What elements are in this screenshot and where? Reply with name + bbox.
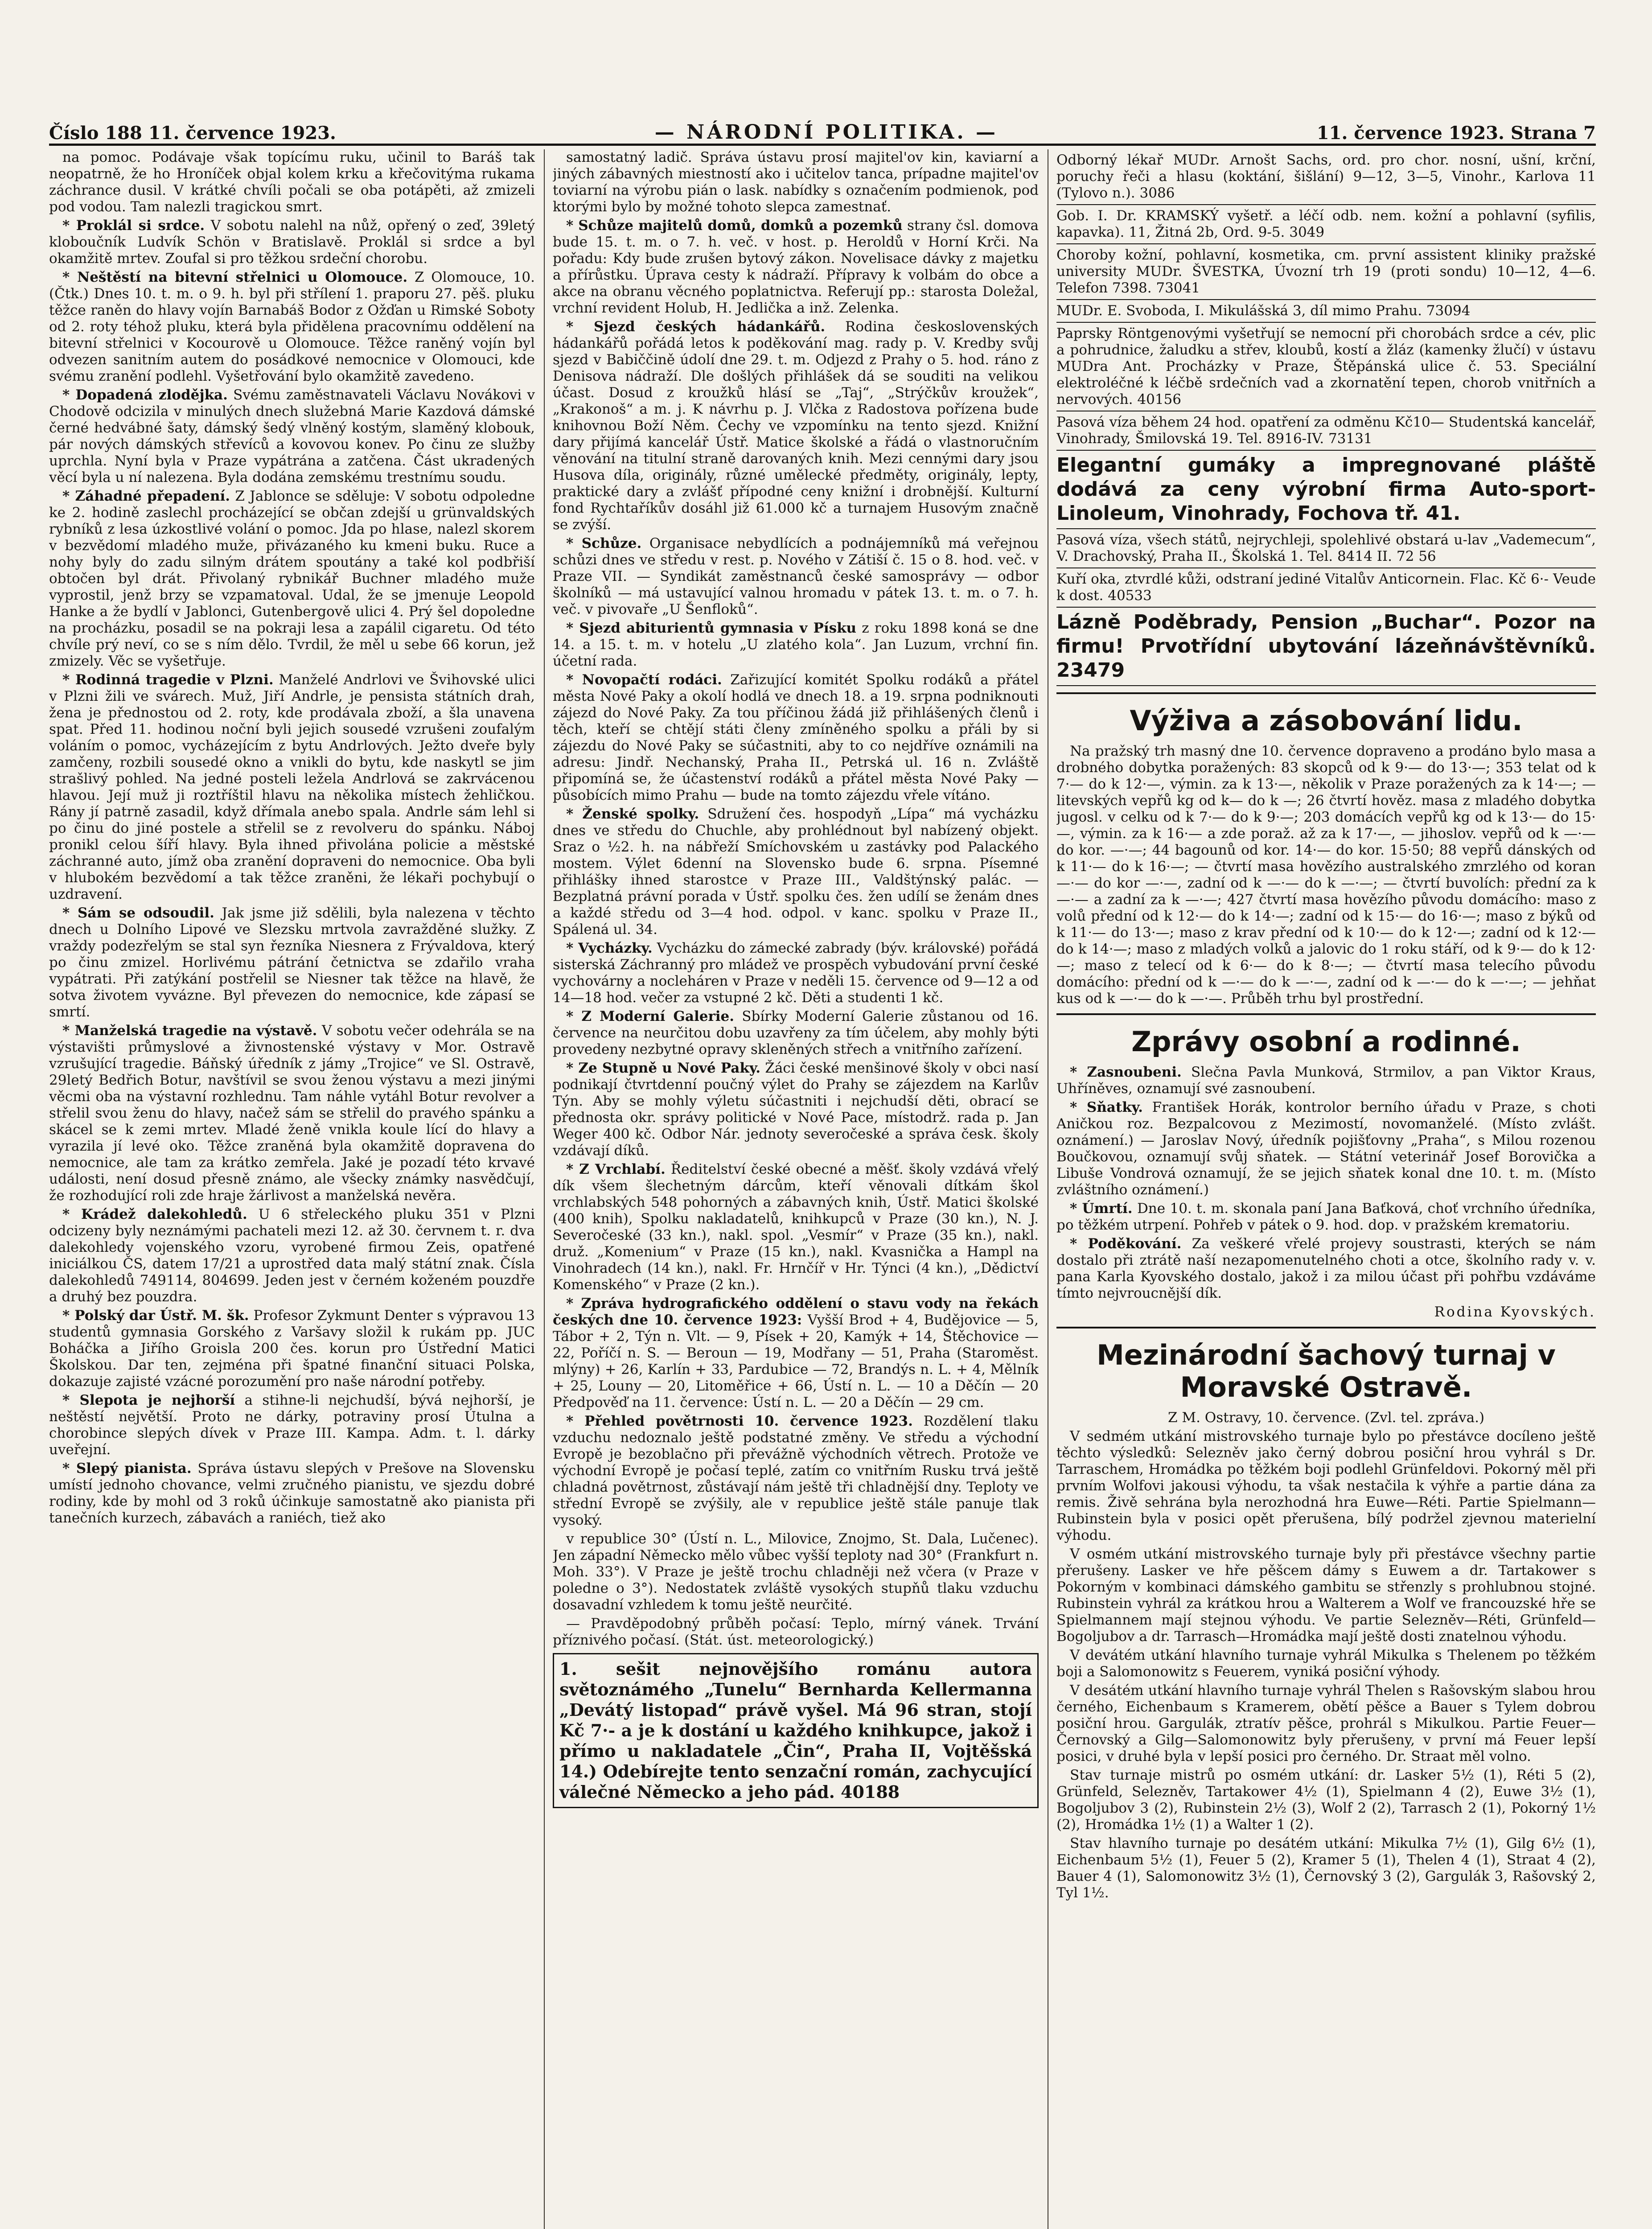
article-text: Zařizující komitét Spolku rodáků a přátel města Nové Paky a okolí hodlá ve dnech 18. a 19. srpna podniknouti zájezd do Nové Paky. Za tou příčinou žádá již přihlášených členů i těch, kteří se chtějí státi členy zmíněného spolku a přáli by si zájezdu do Nové Paky se súčastniti, aby to co nejdříve oznámili na adresu: Jindř. Nechanský, Praha II., Petrská ul. 16 n. Zvláště připomíná se, že účastenství rodáků a přátel města Nové Paky — působících mimo Prahu — bude na tomto zájezdu vřele vítáno. <box>553 672 1039 803</box>
article-text: Profesor Zykmunt Denter s výpravou 13 studentů gymnasia Gorského z Varšavy složil k rukám pp. JUC Boháčka a Jiřího Groisla 200 čes. korun pro Ústřední Matici Školskou. Dar ten, zejména při špatné finanční situaci Polska, dokazuje zajisté vzácné porozumění pro naše národní potřeby. <box>49 1308 535 1390</box>
article-paragraph <box>49 1023 535 1204</box>
article-paragraph <box>1056 1099 1596 1198</box>
signature: Rodina Kyovských. <box>1434 1304 1596 1320</box>
article-text: V sobotu večer odehrála se na výstavišti průmyslové a živnostenské výstavy v Mor. Ostravě vzrušující tragedie. Báňský úředník z jámy „Trojice“ ve Sl. Ostravě, 29letý Bedřich Botur, navštívil se svou ženou výstavu a mezi jinými věcmi oba na výstavní rozhlednu. Tam náhle vytáhl Botur revolver a střelil svou ženu do hlavy, načež sám se střelil do pravého spánku a skácel se k zemi mrtev. Mladé ženě vnikla koule lící do hlavy a vyrazila jí levé oko. Těžce zraněná byla okamžitě dopravena do nemocnice, ale tam za krátko zemřela. Jaké je pozadí této krvavé události, není dosud přesně známo, ale všecky známky nasvědčují, že rozhodující roli zde hraje žárlivost a manželská nevěra. <box>49 1023 535 1204</box>
header-masthead: — NÁRODNÍ POLITIKA. — <box>654 121 999 144</box>
chess-paragraph: V devátém utkání hlavního turnaje vyhrál Mikulka s Thelenem po těžkém boji a Salomonowitz s Feuerem, vyniká posiční výhody. <box>1056 1647 1596 1680</box>
chess-paragraph: Stav hlavního turnaje po desátém utkání: Mikulka 7½ (1), Gilg 6½ (1), Eichenbaum 5½ (1), Feuer 5 (2), Kramer 5 (1), Thelen 4 (1), Straat 4 (2), Bauer 4 (1), Salomonowitz 3½ (1), Černovský 3 (2), Gargulák 3, Rašovský 2, Tyl 1½. <box>1056 1835 1596 1901</box>
classified-ad: Odborný lékař MUDr. Arnošt Sachs, ord. pro chor. nosní, ušní, krční, poruchy řeči a hlasu (koktání, šišlání) 9—12, 3—5, Vinohr., Karlova 11 (Tylovo n.). 3086 <box>1056 149 1596 205</box>
article-paragraph <box>49 1206 535 1305</box>
classified-ad: Gob. I. Dr. KRAMSKÝ vyšetř. a léčí odb. nem. kožní a pohlavní (syfilis, kapavka). 11, Žitná 2b, Ord. 9-5. 3049 <box>1056 205 1596 244</box>
article-paragraph <box>553 535 1039 618</box>
article-text: — Pravděpodobný průběh počasí: Teplo, mírný vánek. Trvání příznivého počasí. (Stát. úst. meteorologický.) <box>553 1616 1039 1648</box>
article-paragraph <box>49 1460 535 1526</box>
article-text: Rodina československých hádankářů pořádá letos k poděkování mag. rady p. V. Kredby svůj sjezd v Babiččině údolí dne 29. t. m. Odjezd z Prahy o 5. hod. ráno z Denisova nádraží. Dle došlých přihlášek dá se souditi na velikou účast. Dosud z kroužků hlásí se „Taj“, „Strýčkův kroužek“, „Krakonoš“ a m. j. K návrhu p. J. Vlčka z Radostova pořízena bude knihovnou Boží Něm. Čechy ve vzpomínku na tento sjezd. Knižní dary přijímá kancelář Ústř. Matice školské a řádá o vlastnoručním věnování na titulní straně darovaných knih. Mezi cennými dary jsou Husova díla, originály, různé umělecké předměty, originály, lepty, praktické dary a zvlášť přípodné ceny knižní i drobnější. Kulturní fond Rychtaříkův dosáhl již 61.000 kč a turnajem Husovým značně se zvýší. <box>553 319 1039 533</box>
article-heading: * Sjezd abiturientů gymnasia v Písku <box>566 620 857 636</box>
article-text: Za veškeré vřelé projevy soustrasti, kterých se nám dostalo při ztrátě naší nezapomenutelného choti a otce, školního rady v. v. pana Karla Kyovského dostalo, jakož i za milou účast při pohřbu vzdáváme tímto nejvroucnější dík. <box>1056 1236 1596 1301</box>
sachy-block <box>1056 1428 1596 1901</box>
article-heading: * Polský dar Ústř. M. šk. <box>62 1308 249 1324</box>
article-text: Dne 10. t. m. skonala paní Jana Baťková, choť vrchního úředníka, po těžkém utrpení. Pohřeb v pátek o 9. hod. dop. v pražském krematoriu. <box>1056 1201 1596 1233</box>
article-heading: * Sám se odsoudil. <box>62 905 214 921</box>
article-text: strany čsl. domova bude 15. t. m. o 7. h. več. v host. p. Heroldů v Horní Krči. Na pořadu: Kdy bude zrušen bytový zákon. Novelisace dávky z majetku a přírůstku. Úprava cesty k nádraží. Přípravy k volbám do obce a akce na obranu věcného poplatnictva. Referují pp.: starosta Doležal, vrchní revident Holub, H. Jedlička a inž. Zelenka. <box>553 218 1039 316</box>
article-text: Sbírky Moderní Galerie zůstanou od 16. července na neurčitou dobu uzavřeny za tím účelem, aby mohly býti provedeny nezbytné opravy skleněných střech a vnitřního zařízení. <box>553 1008 1039 1057</box>
ad-box: 1. sešit nejnovějšího románu autora světoznámého „Tunelu“ Bernharda Kellermanna „Devátý listopad“ právě vyšel. Má 96 stran, stojí Kč 7·- a je k dostání u každého knihkupce, jakož i přímo u nakladatele „Čin“, Praha II, Vojtěšská 14.) Odebírejte tento senzační román, zachycující válečné Německo a jeho pád. 40188 <box>553 1653 1039 1808</box>
article-paragraph <box>553 940 1039 1006</box>
article-paragraph <box>49 149 535 215</box>
header-issue: Číslo 188 11. července 1923. <box>49 123 336 144</box>
article-heading: * Úmrtí. <box>1070 1201 1133 1217</box>
article-text: Manželé Andrlovi ve Švihovské ulici v Plzni žili ve svárech. Muž, Jiří Andrle, je pensista státních drah, žena je přednostou od 2. roty, kde prodávala zboží, a šla unavena spat. Před 11. hodinou noční byli jejich sousedé vzrušeni zoufalým voláním o pomoc, vycházejícím z bytu Andrlových. Ježto dveře byly zamčeny, rozbili sousedé okno a vnikli do bytu, kde naskytl se jim strašlivý pohled. Na jedné posteli ležela Andrlová se zakrvácenou hlavou. Její muž ji roztříštil hlavu na několika místech žehličkou. Rány jí patrně zasadil, když dřímala anebo spala. Andrle sám lehl si po činu do jiné postele a střelil se z revolveru do spánku. Náboj pronikl celou šíří hlavy. Byla ihned přivolána policie a městské záchranné auto, jímž oba zranění dopraveni do nemocnice. Oba byli v hlubokém bezvědomí a tak těžce zraněni, že lékaři pochybují o uzdravení. <box>49 672 535 902</box>
article-text: Ředitelství české obecné a měšť. školy vzdává vřelý dík všem šlechetným dárcům, kteří věnovali dítkám škol vrchlabských 548 pohorných a zábavných knih, Ústř. Matici školské (400 knih), Spolku nakladatelů, knihkupců v Praze (30 kn.), N. J. Severočeské (33 kn.), nakl. spol. „Vesmír“ v Praze (35 kn.), nakl. druž. „Komenium“ v Praze (15 kn.), nakl. Kvasnička a Hampl na Vinohradech (14 kn.), nakl. Fr. Hrnčíř v Hr. Týnci (4 kn.), „Dědictví Komenského“ v Praze (2 kn.). <box>553 1161 1039 1293</box>
article-heading: * Slepý pianista. <box>62 1460 192 1476</box>
article-text: V sobotu nalehl na nůž, opřený o zeď, 39letý kloboučník Ludvík Schön v Bratislavě. Proklál si srdce a byl okamžitě mrtev. Zoufal si pro těžkou srdeční chorobu. <box>49 218 535 267</box>
article-paragraph <box>553 1161 1039 1293</box>
ads-block <box>1056 149 1596 686</box>
article-text: Slečna Pavla Munková, Strmilov, a pan Viktor Kraus, Uhříněves, oznamují své zasnoubení. <box>1056 1064 1596 1097</box>
section-rule <box>1056 1327 1596 1328</box>
article-heading: * Ženské spolky. <box>566 806 699 822</box>
article-paragraph <box>1056 1064 1596 1097</box>
article-heading: * Proklál si srdce. <box>62 218 205 234</box>
article-heading: * Zpráva hydrografického oddělení o stavu vody na řekách českých dne 10. července 1923: <box>553 1295 1039 1328</box>
article-paragraph <box>553 672 1039 804</box>
classified-ad: Elegantní gumáky a impregnované pláště dodává za ceny výrobní firma Auto-sport-Linoleum, Vinohrady, Fochova tř. 41. <box>1056 451 1596 529</box>
vyziva-text: Na pražský trh masný dne 10. července dopraveno a prodáno bylo masa a drobného dobytka poražených: 83 skopců od k 9·— do 13·—; 353 telat od k 7·— do k 12·—, výmin. za k 13·—, několik v Praze poražených za k 14·—; — litevských vepřů kg od k— do k —; 26 čtvrtí hověz. masa z mladého dobytka jugosl. v celku od k 7·— do k 9·—; 203 domácích vepřů kg od k 13·— do 15·—, výmin. za k 16·— a zde poraž. až za k 17·—, — jihoslov. vepřů od k —·— do kor. —·—; 44 bagounů od kor. 14·— do kor. 15·50; 88 vepřů dánských od k 11·— do k 16·—; — čtvrtí masa hovězího australského zmrzlého od koran —·— do kor —·—, zadní od k —·— do k —·—; — čtvrtí buvolích: přední za k —·— a zadní za k —·—; 427 čtvrtí masa hovězího původu domácího: maso z volů přední od k 12·— do k 14·—; zadní od k 15·— do 16·—; maso z býků od k 11·— do 13·—; maso z krav přední od k 10·— do k 12·—; zadní od k 12·— do k 14·—; maso z mladých volků a jalovic do 1 roku stáří, od k 9·— do k 12·—; maso z telecí od k 6·— do k 8·—; — čtvrtí masa telecího původu domácího: přední od k —·— do k —·—, zadní od k —·— do k —·—; — jehňat kus od k —·— do k —·—. Průběh trhu byl prostřední. <box>1056 743 1596 1007</box>
article-text: v republice 30° (Ústí n. L., Milovice, Znojmo, St. Dala, Lučenec). Jen západní Německo mělo vůbec vyšší teploty nad 30° (Frankfurt n. Moh. 33°). V Praze je ještě trochu chladněji než včera (v Praze v poledne o 3°). Nedostatek zvláště vysokých stupňů tlaku vzduchu dosavadní vzhledem k tomu ještě neurčité. <box>553 1531 1039 1613</box>
article-heading: * Slepota je nejhorší <box>62 1392 235 1408</box>
section-rule <box>1056 692 1596 694</box>
article-paragraph <box>553 218 1039 317</box>
article-text: Vyšší Brod + 4, Budějovice — 5, Tábor + 2, Týn n. Vlt. — 9, Písek + 20, Kamýk + 14, Štěchovice — 22, Poříčí n. S. — Beroun — 19, Modřany — 51, Praha (Staroměst. mlýny) + 26, Karlín + 33, Pardubice — 72, Brandýs n. L. + 4, Mělník + 25, Louny — 20, Litoměřice + 66, Ústí n. L. — 10 a Děčín — 20 Předpověď na 11. července: Ústí n. L. — 20 a Děčín — 29 cm. <box>553 1312 1039 1411</box>
classified-ad: Paprsky Röntgenovými vyšetřují se nemocní při chorobách srdce a cév, plic a pohrudnice, žaludku a střev, kloubů, kostí a žláz (kamenky žlučí) v ústavu MUDra Ant. Procházky v Praze, Štěpánská ulice č. 53. Speciální elektroléčné k léčbě srdečních vad a zkornatění tepen, chorob vnitřních a nervových. 40156 <box>1056 323 1596 411</box>
article-paragraph <box>553 1295 1039 1411</box>
section-rule <box>1056 1013 1596 1015</box>
article-heading: * Záhadné přepadení. <box>62 488 230 504</box>
article-text: Svému zaměstnavateli Václavu Novákovi v Chodově odcizila v minulých dnech služebná Marie Kazdová dámské černé hedvábné šaty, dámský šedý vlněný kostým, slaměný klobouk, pár nových dámských střevíců a kovovou konev. Po činu ze služby uprchla. Nyní byla v Praze vypátrána a zatčena. Část ukradených věcí byla u ní nalezena. Byla dodána zemskému trestnímu soudu. <box>49 387 535 485</box>
column-2 <box>553 149 1039 2229</box>
classified-ad: Pasová víza, všech států, nejrychleji, spolehlivé obstará u-lav „Vademecum“, V. Drachovský, Praha II., Školská 1. Tel. 8414 II. 72 56 <box>1056 529 1596 568</box>
article-heading: * Přehled povětrnosti 10. července 1923. <box>566 1413 913 1429</box>
classified-ad: Choroby kožní, pohlavní, kosmetika, cm. první assistent kliniky pražské university MUDr. ŠVESTKA, Úvozní trh 19 (proti sondu) 10—12, 4—6. Telefon 7398. 73041 <box>1056 244 1596 300</box>
article-heading: * Manželská tragedie na výstavě. <box>62 1023 317 1039</box>
article-text: František Horák, kontrolor berního úřadu v Praze, s choti Aničkou roz. Bezpalcovou z Mezimostí, novomanželé. (Místo zvlášt. oznámení.) — Jaroslav Nový, úředník pojišťovny „Praha“, s Milou rozenou Boučkovou, oznamují svůj sňatek. — Státní veterinář Josef Borovička a Libuše Vondrová oznamují, že se jejich sňatek konal dne 10. t. m. (Místo zvláštního oznámení.) <box>1056 1099 1596 1198</box>
article-paragraph <box>553 806 1039 938</box>
chess-paragraph: V desátém utkání hlavního turnaje vyhrál Thelen s Rašovským slabou hrou černého, Eichenbaum s Kramerem, obětí pěšce a Bauer s Tylem dobrou posiční hrou. Gargulák, ztratív pěšce, prohrál s Mikulkou. Partie Feuer—Černovský a Gilg—Salomonowitz byly přerušeny, v první má Feuer lepší posici, v druhé byla v lepší posici pro černého. Dr. Straat měl volno. <box>1056 1682 1596 1764</box>
article-paragraph <box>49 269 535 385</box>
classified-ad: MUDr. E. Svoboda, I. Mikulášská 3, díl mimo Prahu. 73094 <box>1056 300 1596 323</box>
article-heading: * Poděkování. <box>1070 1236 1182 1252</box>
article-paragraph <box>49 387 535 486</box>
classified-ad: Kuří oka, ztvrdlé kůži, odstraní jediné Vitalův Anticornein. Flac. Kč 6·- Veude k dost. 40533 <box>1056 568 1596 608</box>
article-heading: * Neštěstí na bitevní střelnici u Olomouce. <box>62 269 408 285</box>
article-heading: * Novopačtí rodáci. <box>566 672 722 688</box>
article-text: U 6 střeleckého pluku 351 v Plzni odcizeny byly neznámými pachateli mezi 12. až 30. červnem t. r. dva dalekohledy vojenského vzoru, vyrobené firmou Zeis, opatřené iniciálkou ČS, datem 17/21 a uprostřed data malý státní znak. Čísla dalekohledů 749114, 804699. Jeden jest v černém koženém pouzdře a druhý bez pouzdra. <box>49 1206 535 1305</box>
article-text: a stihne-li nejchudší, bývá nejhorší, je neštěstí největší. Proto ne dárky, potraviny prosí Útulna a chorobince slepých dívek v Praze III. Kampa. Adm. t. l. dárky uveřejní. <box>49 1392 535 1458</box>
article-heading: * Dopadená zlodějka. <box>62 387 228 403</box>
article-text: Z Olomouce, 10. (Čtk.) Dnes 10. t. m. o 9. h. byl při střílení 1. praporu 27. pěš. pluku těžce raněn do hlavy vojín Barnabáš Bodor z Ožďan u Rimské Soboty od 2. roty téhož pluku, která byla přidělena pracovnímu oddělení na bitevní střelnici v Kocourově u Olomouce. Těžce raněný vojín byl odvezen sanitním autem do posádkové nemocnice v Olomouci, kde svému zranění podlehl. Vyšetřování bylo okamžitě zavedeno. <box>49 269 535 384</box>
article-text: Vycházku do zámecké zabrady (býv. královské) pořádá sisterská Záchranný pro mládež ve prospěch vybudování první české vychovárny a nocleháren v Praze v neděli 15. července od 9—12 a od 14—18 hod. večer za vstupné 2 kč. Děti a studenti 1 kč. <box>553 940 1039 1006</box>
article-paragraph <box>49 672 535 903</box>
article-text: Rozdělení tlaku vzduchu nedoznalo ještě podstatné změny. Ve středu a východní Evropě je bezoblačno při převážně východních větrech. Protože ve východní Evropě je počasí teplé, zatím co vnitřním Rusku trvá ještě chladná povětrnost, zůstávají nám ještě tři chladnější dny. Teploty ve střední Evropě se zvýšily, ale v republice ještě stále panuje tlak vysoký. <box>553 1413 1039 1528</box>
article-paragraph <box>49 1392 535 1458</box>
article-heading: * Schůze majitelů domů, domků a pozemků <box>566 218 903 234</box>
article-heading: * Vycházky. <box>566 940 653 956</box>
article-heading: * Sňatky. <box>1070 1099 1143 1115</box>
article-paragraph <box>1056 1236 1596 1302</box>
chess-paragraph: Stav turnaje mistrů po osmém utkání: dr. Lasker 5½ (1), Réti 5 (2), Grünfeld, Selezněv, Tartakower 4½ (1), Spielmann 4 (2), Euwe 3½ (1), Bogoljubov 3 (2), Rubinstein 2½ (3), Wolf 2 (2), Tarrasch 2 (1), Pokorný 1½ (2), Hromádka 1½ (1) a Walter 1 (2). <box>1056 1767 1596 1833</box>
column-3 <box>1056 149 1596 2229</box>
article-text: Žáci české menšinové školy v obci nasí podnikají čtvrtdenní poučný výlet do Prahy se zájezdem na Karlův Týn. Aby se mohly výletu súčastniti i nejchudší děti, obrací se přednosta okr. správy politické v Nové Pace, místodrž. rada p. Jan Weger 400 kč. Odbor Nár. jednoty severočeské a správa česk. školy vzdávají díků. <box>553 1060 1039 1159</box>
section-title-sachy: Mezinárodní šachový turnaj v Moravské Ostravě. <box>1097 1339 1556 1403</box>
article-text: na pomoc. Podávaje však topícímu ruku, učinil to Baráš tak neopatrně, že ho Hroníček objal kolem krku a křečovitýma rukama záchrance dusil. V krátké chvíli počali se oba potápěti, až zmizeli pod vodou. Tam nalezli tragickou smrt. <box>49 149 535 215</box>
column-1 <box>49 149 535 2229</box>
article-heading: * Z Vrchlabí. <box>566 1161 666 1177</box>
article-text: samostatný ladič. Správa ústavu prosí majitel'ov kin, kaviarní a jiných zábavných miestností ako i učitelov tanca, prípadne majitel'ov toviarní na výrobu pián o lask. nabídky s označením podmienok, pod ktorými bylo by možné tohoto slepca zamestnať. <box>553 149 1039 215</box>
article-paragraph <box>553 620 1039 670</box>
column-divider <box>544 149 545 2229</box>
article-paragraph <box>553 1531 1039 1613</box>
chess-paragraph: V sedmém utkání mistrovského turnaje bylo po přestávce docíleno ještě těchto výsledků: Selezněv jako černý dobrou posiční hrou vyhrál s Dr. Tarraschem, Hromádka po těžkém boji podlehl Grünfeldovi. Pokorný měl při prvním Wolfovi jakousi výhodu, ta však nestačila k výhře a partie dána za remis. Živě sehrána byla nerozhodná hra Euwe—Réti. Partie Spielmann—Rubinstein byla v posici opět přerušena, bílý podržel zjevnou materielní výhodu. <box>1056 1428 1596 1543</box>
article-paragraph <box>553 1060 1039 1159</box>
page-header <box>49 117 1596 146</box>
article-paragraph <box>553 149 1039 215</box>
article-paragraph <box>1056 1201 1596 1234</box>
header-page-number: 11. července 1923. Strana 7 <box>1316 123 1596 144</box>
chess-paragraph: V osmém utkání mistrovského turnaje byly při přestávce všechny partie přerušeny. Lasker ve hře pěšcem dámy s Euwem a dr. Tartakower s Pokorným v kombinaci dámského gambitu se střenzly s prohlubnou stojné. Rubinstein vyhrál za krátkou hrou a Walterem a Wolf ve francouzské hře se Spielmannem mají stejnou výhodu. Ve partie Selezněv—Réti, Grünfeld—Bogoljubov a dr. Tarrasch—Hromádka mají ještě dosti znatelnou výhodu. <box>1056 1546 1596 1645</box>
article-heading: * Rodinná tragedie v Plzni. <box>62 672 274 688</box>
article-text: z roku 1898 koná se dne 14. a 15. t. m. v hotelu „U zlatého kola“. Jan Luzum, vrchní fin. účetní rada. <box>553 620 1039 669</box>
article-paragraph <box>553 1616 1039 1649</box>
article-paragraph <box>553 1413 1039 1529</box>
article-heading: * Zasnoubeni. <box>1070 1064 1182 1080</box>
classified-ad: Lázně Poděbrady, Pension „Buchar“. Pozor na firmu! Prvotřídní ubytování lázeňnávštěvníků. 23479 <box>1056 608 1596 686</box>
article-paragraph <box>49 218 535 267</box>
article-text: Z Jablonce se sděluje: V sobotu odpoledne ke 2. hodině zaslechl procházející se občan zdejší u grünvaldských rybníků z lesa úzkostlivé volání o pomoc. Jda po hlase, nalezl skorem v bezvědomí mladého muže, přivázaného ku kmeni buku. Ruce a nohy byly do zadu silným drátem spoutány a také kol podbřiší obtočen byl drát. Přivolaný rybnikář Buchner mladého muže vyprostil, jenž brzy se vzpamatoval. Udal, že se jmenuje Leopold Hanke a že bydlí v Jablonci, Gutenbergově ulici 4. Prý šel dopoledne na procházku, posadil se na pokraji lesa a zapálil cigaretu. Od této chvíle prý neví, co se s ním dělo. Tvrdil, že měl u sebe 66 korun, jež zmizely. Věc se vyšetřuje. <box>49 488 535 669</box>
article-heading: * Krádež dalekohledů. <box>62 1206 247 1222</box>
section-title-zpravy: Zprávy osobní a rodinné. <box>1131 1025 1521 1058</box>
article-heading: * Schůze. <box>566 535 642 551</box>
article-heading: * Z Moderní Galerie. <box>566 1008 735 1024</box>
article-paragraph <box>49 488 535 670</box>
classified-ad: Pasová víza během 24 hod. opatření za odměnu Kč10— Studentská kancelář, Vinohrady, Šmilovská 19. Tel. 8916-IV. 73131 <box>1056 411 1596 451</box>
article-text: Sdružení čes. hospodyň „Lípa“ má vycházku dnes ve středu do Chuchle, aby prohlédnout byl nabízený objekt. Sraz o ½2. h. na nábřeží Smíchovském u zastávky pod Palackého mostem. Výlet 6denní na Slovensko bude 6. srpna. Písemné přihlášky ihned starostce v Praze III., Valdštýnský palác. — Bezplatná právní porada v Ústř. spolku čes. žen udílí se ženám dnes a každé středu od 3—4 hod. odpol. v kanc. spolku v Praze II., Spálená ul. 34. <box>553 806 1039 938</box>
sachy-dateline: Z M. Ostravy, 10. července. (Zvl. tel. zpráva.) <box>1167 1410 1485 1426</box>
article-paragraph <box>49 1308 535 1390</box>
article-heading: * Ze Stupně u Nové Paky. <box>566 1060 761 1076</box>
article-paragraph <box>553 1008 1039 1058</box>
section-title-vyziva: Výživa a zásobování lidu. <box>1130 704 1523 737</box>
zpravy-block <box>1056 1064 1596 1320</box>
article-text: Správa ústavu slepých v Prešove na Slovensku umístí jednoho chovance, velmi zručného pianistu, ve sjezdu dobré rodiny, kde by mohl od 3 roků účinkuje samostatně ako pianista při tanečních kurzech, zábavách a raniéch, tiež ako <box>49 1460 535 1526</box>
article-text: Organisace nebydlících a podnájemníků má veřejnou schůzi dnes ve středu v rest. p. Nového v Zátiší č. 15 o 8. hod. več. v Praze VII. — Syndikát zaměstnanců české samosprávy — odbor školníků — má ustavující valnou hromadu v pátek 13. t. m. o 7. h. več. v pivovaře „U Šenfloků“. <box>553 535 1039 617</box>
article-heading: * Sjezd českých hádankářů. <box>566 319 826 335</box>
article-paragraph <box>553 319 1039 533</box>
article-text: Jak jsme již sdělili, byla nalezena v těchto dnech u Dolního Lipové ve Slezsku mrtvola zavražděné služky. Z vraždy podezřelým se stal syn řezníka Niesnera z Frývaldova, který po činu zmizel. Horlivému pátrání četnictva se zdařilo vraha vypátrati. Při zatýkání postřelil se Niesner tak těžce na hlavě, že sotva životem vyvázne. Byl převezen do nemocnice, kde zápasí se smrtí. <box>49 905 535 1020</box>
article-paragraph <box>49 905 535 1020</box>
